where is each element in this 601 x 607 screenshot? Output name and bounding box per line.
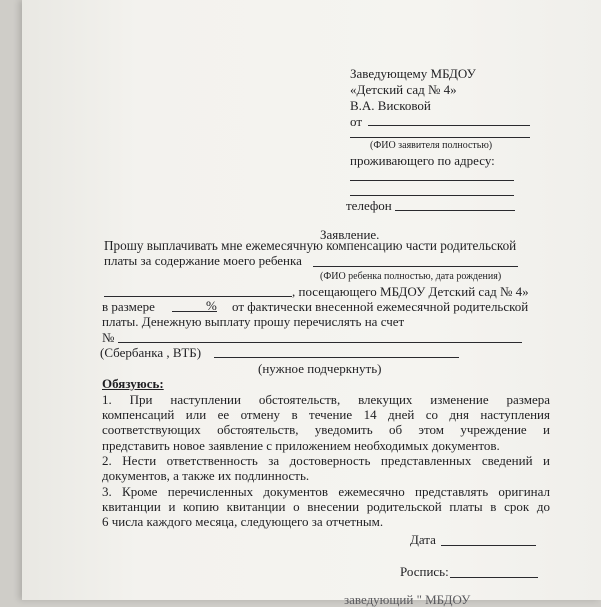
- address-fill-line-1: [350, 180, 514, 181]
- obligations-heading: Обязуюсь:: [102, 376, 164, 391]
- phone-fill-line: [395, 210, 515, 211]
- signature-label: Роспись:: [400, 564, 449, 579]
- obligation-item-1: [102, 392, 550, 453]
- obligation-3-line: 3. Кроме перечисленных документов ежемесячно представлять оригинал: [102, 484, 550, 499]
- phone-label: телефон: [346, 198, 392, 213]
- signature-fill-line: [450, 577, 538, 578]
- date-label: Дата: [410, 532, 436, 547]
- obligation-2-line: документов, а также их подлинность.: [102, 468, 310, 484]
- from-fill-line-2: [350, 137, 530, 138]
- obligation-3-line: квитанции и копию квитанции о внесении родительской платы в срок до: [102, 499, 550, 515]
- obligation-2-line: 2. Нести ответственность за достоверность представленных сведений и: [102, 453, 550, 468]
- obligation-1-line: представить новое заявление с приложением необходимых документов.: [102, 437, 500, 453]
- obligation-1-line: 1. При наступлении обстоятельств, влекущих изменение размера: [102, 392, 550, 407]
- obligation-1-line: компенсаций или ее отмену в течение 14 дней со дня наступления: [102, 407, 550, 423]
- percent-sign: %: [206, 298, 217, 313]
- bank-fill-line: [214, 357, 459, 358]
- child-fill-line-2: [104, 296, 292, 297]
- obligation-3-line: 6 числа каждого месяца, следующего за отчетным.: [102, 514, 384, 530]
- date-fill-line: [441, 545, 536, 546]
- applicant-fio-hint: (ФИО заявителя полностью): [370, 140, 493, 151]
- obligation-item-2: [102, 453, 550, 483]
- bank-hint: (нужное подчеркнуть): [258, 361, 382, 376]
- child-fio-hint: (ФИО ребенка полностью, дата рождения): [320, 271, 502, 282]
- addressee-line-1: Заведующему МБДОУ: [350, 66, 476, 81]
- account-label: №: [102, 330, 115, 345]
- amount-tail: от фактически внесенной ежемесячной родительской: [232, 299, 529, 314]
- from-fill-line: [368, 125, 530, 126]
- request-line-5: платы. Денежную выплату прошу перечислять на счет: [102, 314, 405, 329]
- child-fill-line: [313, 266, 518, 267]
- document-sheet: [22, 0, 601, 607]
- document-title: Заявление.: [320, 227, 380, 242]
- request-line-2: платы за содержание моего ребенка: [104, 253, 302, 268]
- address-label: проживающего по адресу:: [350, 153, 495, 168]
- from-label: от: [350, 114, 363, 129]
- bank-label: (Сбербанка , ВТБ): [100, 345, 202, 360]
- obligation-1-line: соответствующих обстоятельств, уведомить об этом учреждение и: [102, 422, 550, 438]
- account-fill-line: [118, 342, 522, 343]
- obligation-item-3: [102, 484, 550, 530]
- request-line-3: , посещающего МБДОУ Детский сад № 4»: [292, 284, 529, 299]
- amount-label: в размере: [102, 299, 155, 314]
- cut-off-text: заведующий " МБДОУ: [344, 592, 471, 607]
- request-line-1: Прошу выплачивать мне ежемесячную компенсацию части родительской: [104, 238, 517, 253]
- address-fill-line-2: [350, 195, 514, 196]
- addressee-line-3: В.А. Висковой: [350, 98, 431, 113]
- addressee-line-2: «Детский сад № 4»: [350, 82, 457, 97]
